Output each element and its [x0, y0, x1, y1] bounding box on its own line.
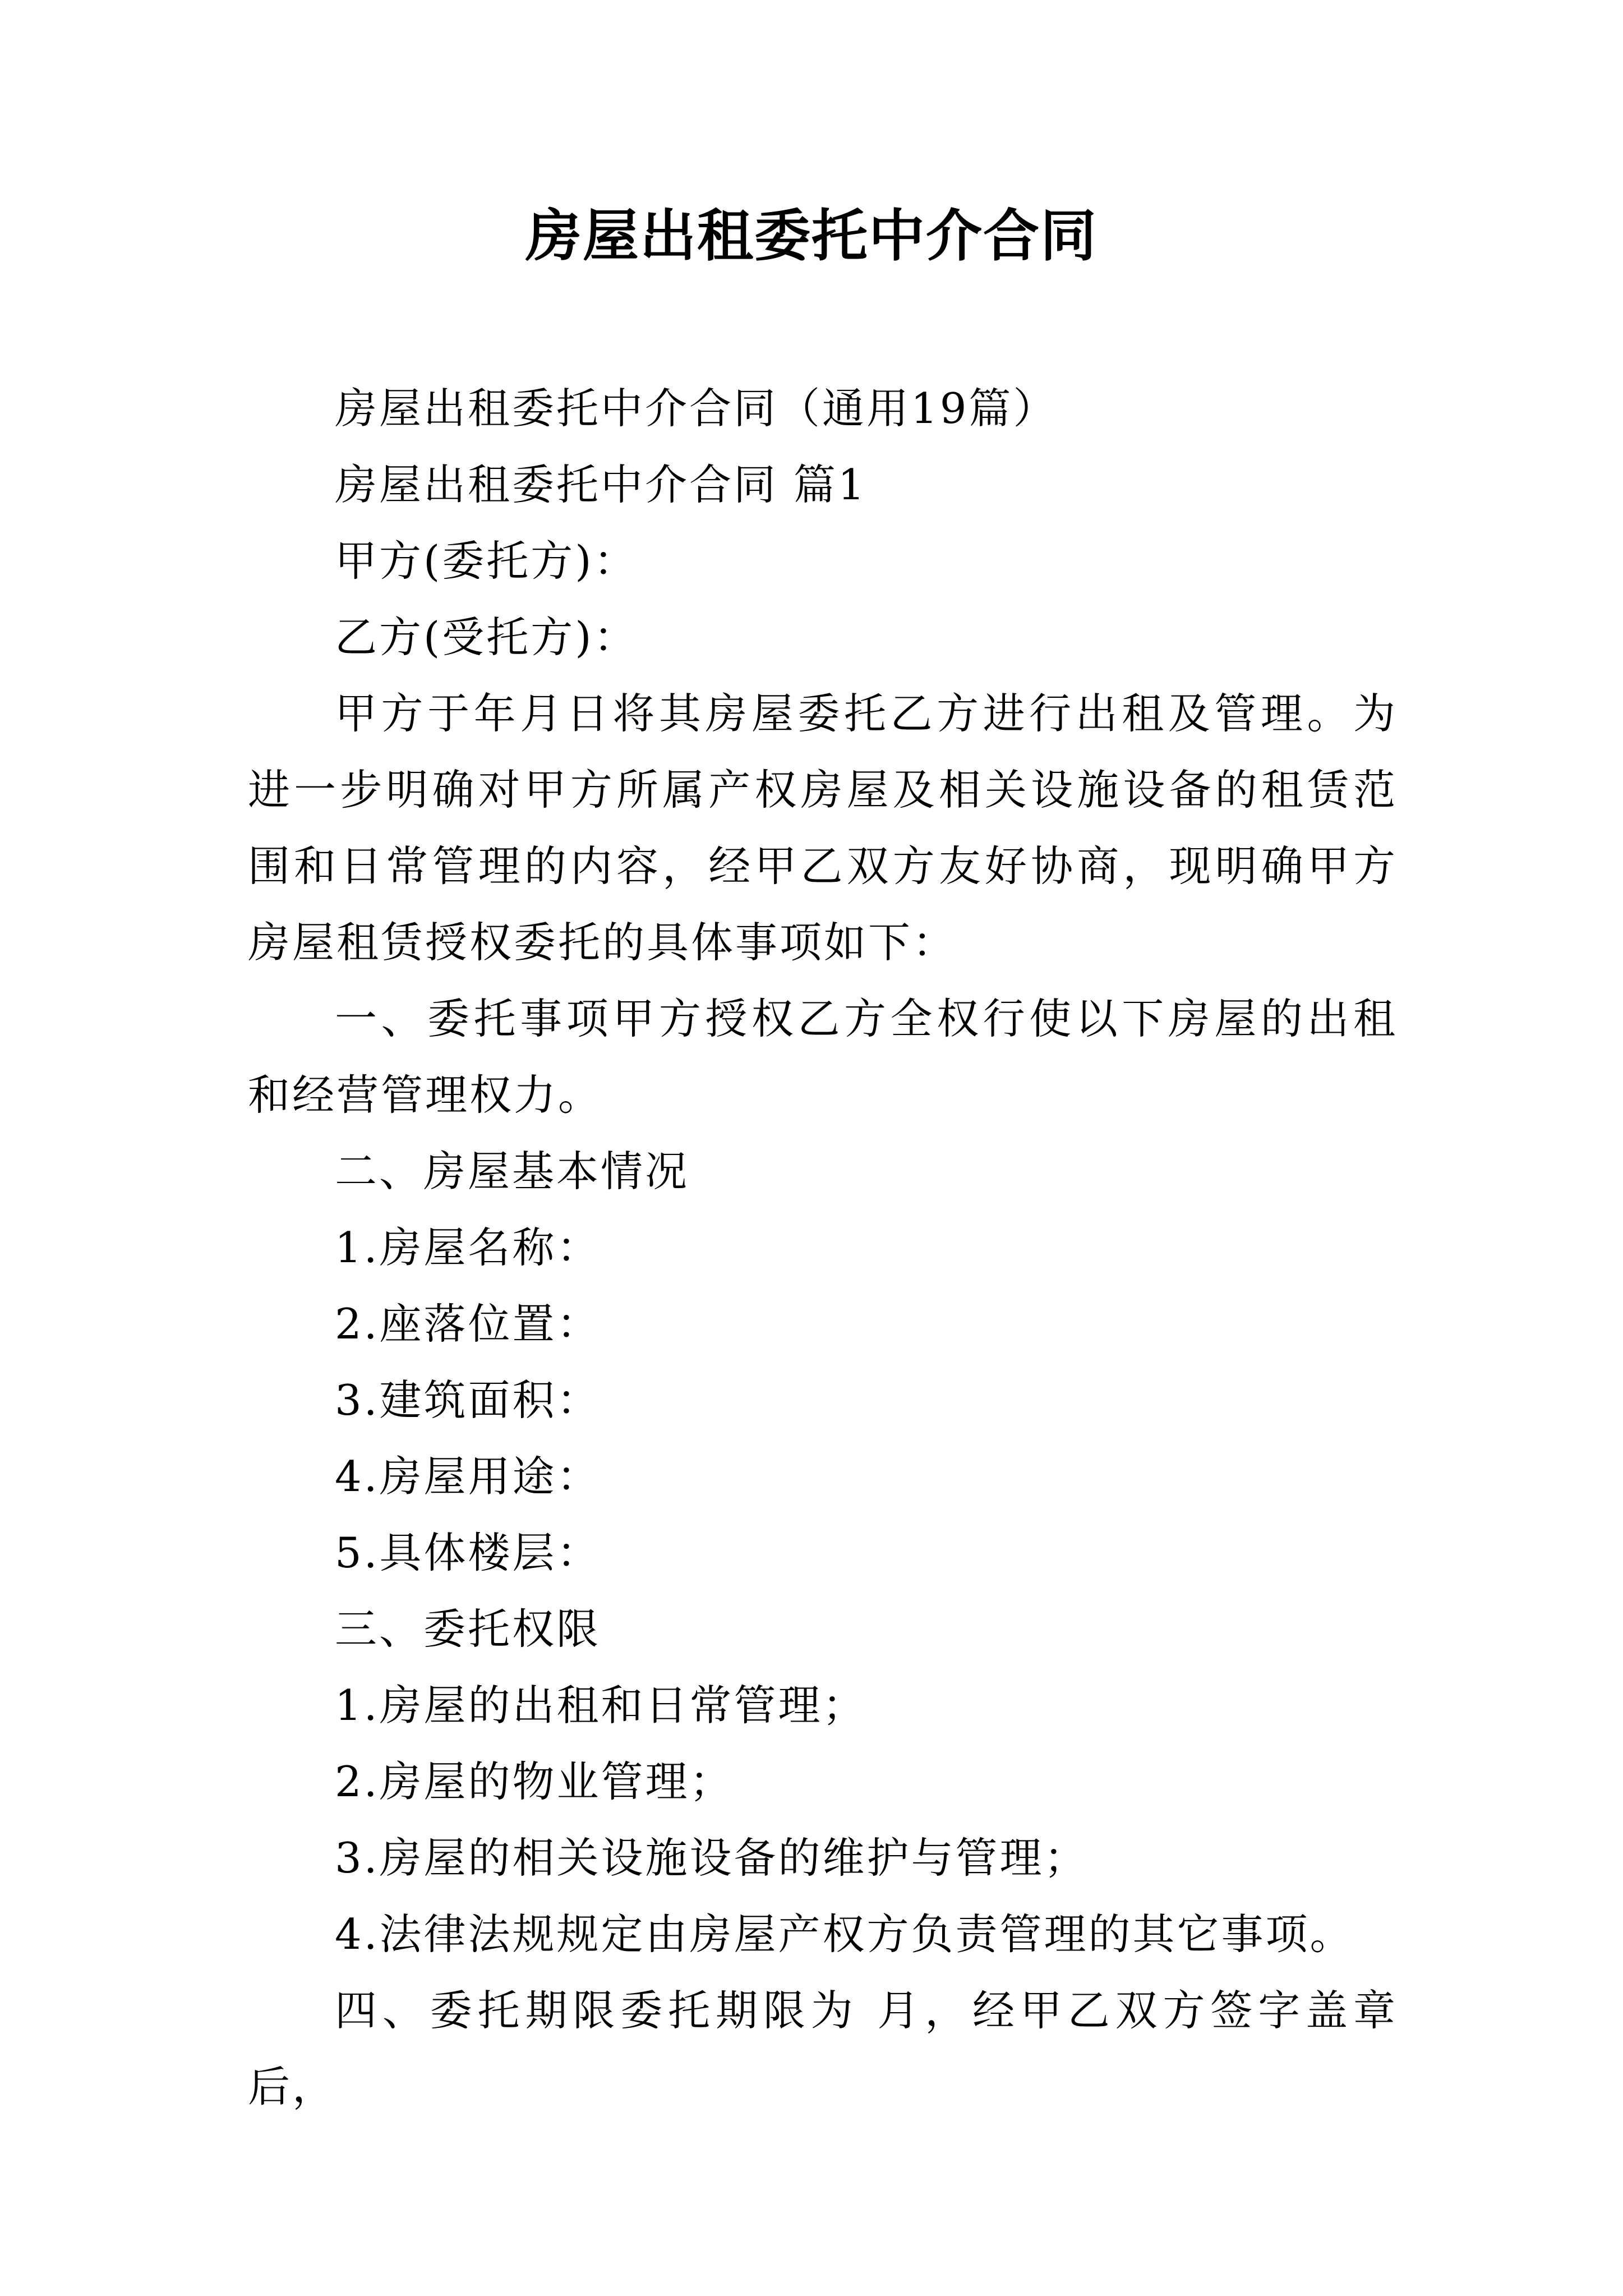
- list-item-floor: 5.具体楼层：: [335, 1528, 601, 1577]
- party-b-line: 乙方(受托方)：: [335, 613, 638, 662]
- list-item-facility-maintenance: 3.房屋的相关设施设备的维护与管理；: [335, 1833, 1089, 1883]
- list-item-usage: 4.房屋用途：: [335, 1452, 601, 1501]
- list-item-property-management: 2.房屋的物业管理；: [335, 1757, 734, 1806]
- section-heading: 房屋出租委托中介合同 篇1: [335, 460, 867, 509]
- document-title: 房屋出租委托中介合同: [525, 203, 1098, 269]
- list-item-house-name: 1.房屋名称：: [335, 1223, 601, 1272]
- document-body: [248, 370, 1398, 2125]
- list-item-rental-management: 1.房屋的出租和日常管理；: [335, 1681, 867, 1730]
- list-item-floor-area: 3.建筑面积：: [335, 1375, 601, 1425]
- subtitle-paragraph: 房屋出租委托中介合同（通用19篇）: [335, 384, 1058, 433]
- list-item-other-matters: 4.法律法规规定由房屋产权方负责管理的其它事项。: [335, 1910, 1354, 1959]
- clause-authority: 三、委托权限: [335, 1604, 601, 1654]
- clause-entrusted-matters: 一、委托事项甲方授权乙方全权行使以下房屋的出租和经营管理权力。: [248, 994, 1398, 1120]
- clause-term: 四、委托期限委托期限为 月，经甲乙双方签字盖章后，: [248, 1986, 1398, 2111]
- clause-house-basic-info: 二、房屋基本情况: [335, 1147, 690, 1196]
- intro-paragraph: 甲方于年月日将其房屋委托乙方进行出租及管理。为进一步明确对甲方所属产权房屋及相关设施设备的租赁范围和日常管理的内容，经甲乙双方友好协商，现明确甲方房屋租赁授权委托的具体事项如下：: [248, 689, 1398, 967]
- list-item-location: 2.座落位置：: [335, 1299, 601, 1349]
- party-a-line: 甲方(委托方)：: [335, 536, 638, 586]
